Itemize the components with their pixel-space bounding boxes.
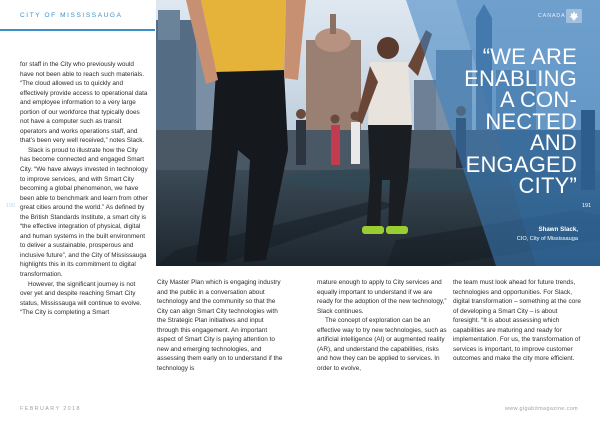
- footer-date: FEBRUARY 2018: [20, 406, 81, 412]
- text-column-4: [453, 278, 585, 364]
- header-rule: [0, 29, 155, 31]
- footer-url: www.gigabitmagazine.com: [505, 406, 579, 412]
- paragraph: for staff in the City who previously would have not been able to reach such materials. “The cloud allowed us to quickly and effectively provide access to operational data and employee information to a very large portion of our workforce that typically does not have a computer such as transit operators and works operations staff, and that’s been very well received,” notes Slack.: [20, 61, 148, 145]
- quote-line: AND: [529, 130, 577, 155]
- text-column-3: [317, 278, 447, 373]
- paragraph: the team must look ahead for future trends, technologies and opportunities. For Slack, digital transformation – something at the core of developing a Smart City – is about foresight. “It is about assessing which capabilities are maturing and ready for implementation. For us, the transformation of services is important, to improve customer outcomes and make the city more efficient.: [453, 279, 581, 363]
- pull-quote: [407, 46, 577, 197]
- quote-line: CITY”: [518, 173, 577, 198]
- paragraph: mature enough to apply to City services and equally important to understand if we are ready for the adoption of the new technology,” Slack continues.: [317, 279, 447, 315]
- page-number-left: 190: [6, 203, 16, 209]
- quote-line: NECTED: [485, 108, 577, 134]
- quote-line: “WE ARE: [482, 44, 577, 69]
- quote-line: ENABLING: [464, 65, 577, 91]
- region-label: CANADA: [538, 13, 566, 19]
- paragraph: City Master Plan which is engaging industry and the public in a conversation about technology and the community so that the City can align Smart City technologies with the Strategic Plan initiatives and input through this engagement. An important aspect of Smart City is paying attention to new and emerging technologies, and assessing them early on to understand if the technology is: [157, 279, 283, 372]
- page-number-right: 191: [582, 203, 592, 209]
- maple-leaf-icon: [566, 9, 582, 23]
- quote-attribution-title: CIO, City of Mississauga: [516, 236, 578, 242]
- quote-attribution-name: Shawn Slack,: [538, 226, 578, 233]
- section-header: CITY OF MISSISSAUGA: [20, 12, 123, 19]
- paragraph: The concept of exploration can be an effective way to try new technologies, such as artificial intelligence (AI) or augmented reality (AR), and understand the capabilities, risks and how they can be applied to services. In order to evolve,: [317, 317, 447, 372]
- paragraph: Slack is proud to illustrate how the City has become connected and engaged Smart City. “We have always invested in technology to improve services, and with Smart City becoming a global phenomenon, we have been able to benchmark and learn from other great cities around the world.” As defined by the British Standards Institute, a smart city is “the effective integration of physical, digital and human systems in the built environment to deliver a sustainable, prosperous and inclusive future”, and the City of Mississauga highlights this in its commitment to digital transformation.: [20, 146, 148, 279]
- text-column-2: [157, 278, 285, 373]
- text-column-1: [20, 60, 148, 318]
- quote-line: ENGAGED: [465, 151, 577, 177]
- quote-line: A CON-: [500, 87, 577, 112]
- paragraph: However, the significant journey is not over yet and despite reaching Smart City status, Mississauga will continue to evolve. “The City is completing a Smart: [20, 280, 142, 317]
